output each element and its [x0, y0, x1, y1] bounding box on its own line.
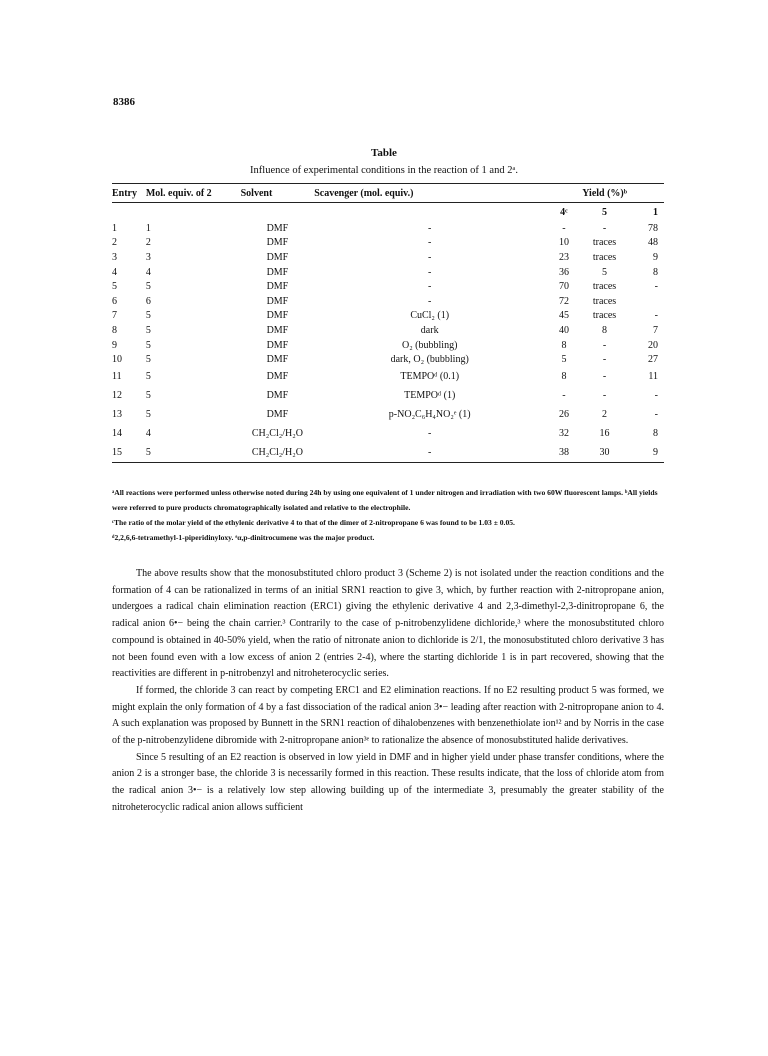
cell-yield-1: 9 — [653, 251, 658, 263]
cell-mol-equiv: 4 — [145, 266, 151, 278]
cell-mol-equiv: 2 — [145, 237, 151, 249]
cell-scavenger: dark, O₂ (bubbling) — [390, 354, 469, 366]
cell-yield-4: 26 — [558, 408, 569, 420]
table-row — [112, 309, 664, 324]
cell-solvent: DMF — [266, 251, 289, 263]
cell-entry: 12 — [112, 389, 122, 401]
header-scavenger: Scavenger (mol. equiv.) — [314, 184, 545, 203]
cell-yield-4: - — [562, 389, 566, 401]
cell-scavenger: - — [314, 443, 545, 463]
subheader-yield-4: 4ᶜ — [560, 206, 568, 218]
cell-yield-1: 7 — [653, 324, 658, 336]
table-caption: Influence of experimental conditions in the reaction of 1 and 2ᵃ. — [250, 165, 518, 176]
header-mol-equiv: Mol. equiv. of 2 — [146, 184, 241, 203]
cell-entry: 11 — [112, 370, 122, 382]
cell-yield-1 — [626, 294, 664, 309]
cell-yield-4: 10 — [558, 237, 569, 249]
cell-scavenger: - — [428, 295, 432, 307]
cell-yield-4: 32 — [558, 427, 569, 439]
table-row — [112, 443, 664, 463]
cell-mol-equiv: 6 — [145, 295, 151, 307]
cell-yield-4: 5 — [561, 354, 567, 366]
cell-yield-1: 48 — [648, 237, 658, 249]
body-text — [112, 566, 664, 817]
cell-mol-equiv: 5 — [145, 324, 151, 336]
cell-yield-5: traces — [592, 310, 617, 322]
cell-yield-1: 78 — [648, 222, 658, 234]
cell-yield-5: traces — [592, 251, 617, 263]
cell-solvent: CH₂Cl₂/H₂O — [241, 443, 315, 463]
cell-mol-equiv: 5 — [146, 443, 241, 463]
cell-scavenger: TEMPOᵈ (0.1) — [400, 370, 460, 382]
cell-solvent: DMF — [266, 324, 289, 336]
cell-solvent: DMF — [266, 408, 289, 420]
cell-yield-4: 8 — [561, 339, 567, 351]
table-row — [112, 386, 664, 405]
header-solvent: Solvent — [241, 184, 315, 203]
cell-yield-1: - — [654, 408, 658, 420]
cell-scavenger: - — [428, 251, 432, 263]
cell-yield-1: - — [654, 389, 658, 401]
table-row — [112, 294, 664, 309]
cell-solvent: CH₂Cl₂/H₂O — [251, 427, 303, 439]
cell-solvent: DMF — [266, 389, 289, 401]
header-entry: Entry — [112, 184, 146, 203]
cell-solvent: DMF — [266, 354, 289, 366]
cell-yield-5: traces — [592, 281, 617, 293]
cell-scavenger: - — [428, 266, 432, 278]
paragraph-2: If formed, the chloride 3 can react by competing ERC1 and E2 elimination reactions. If no E2 resulting product 5 was formed, we might explain the only formation of 4 by a fast dissociation of the radical anion 3•− leading after reaction with 2-nitropropane anion to 4. A such explanation was proposed by Bunnett in the SRN1 reaction of dihalobenzenes with benzenethiolate ion¹² and by Norris in the case of the p-nitrobenzylidene dibromide with 2-nitropropane anion³ᵉ to rationalize the absence of monosubstituted halide derivatives. — [112, 684, 664, 747]
cell-yield-5: 30 — [583, 443, 627, 463]
cell-yield-1: 8 — [653, 266, 658, 278]
cell-yield-4: 70 — [558, 281, 569, 293]
table-row — [112, 405, 664, 424]
table-row — [112, 424, 664, 443]
cell-scavenger: - — [428, 237, 432, 249]
cell-entry: 9 — [112, 339, 117, 351]
cell-entry: 15 — [112, 443, 146, 463]
cell-mol-equiv: 5 — [145, 281, 151, 293]
cell-mol-equiv: 5 — [145, 389, 151, 401]
cell-yield-5: - — [602, 370, 607, 382]
cell-yield-1: 11 — [648, 370, 658, 382]
cell-yield-4: 38 — [545, 443, 583, 463]
paragraph-1: The above results show that the monosubstituted chloro product 3 (Scheme 2) is not isolated under the reaction conditions and the formation of 4 can be rationalized in terms of an initial SRN1 reaction to give 3, which, by further reaction with 2-nitropropane anion, undergoes a radical chain elimination reaction (ERC1) giving the ethylenic derivative 4 and 2,3-dimethyl-2,3-dinitropropane 6, the radical anion 6•− being the chain carrier.³ Contrarily to the case of p-nitrobenzylidene dichloride,³ where the monosubstituted chloro compound is obtained in 40-50% yield, when the ratio of nitronate anion to dichloride is 2/1, the monosubstituted chloro derivative 3 has not been found even with a low excess of anion 2 (entries 2-4), where the starting dichloride 1 is in part recovered, showing that the reactivities are different in p-nitrobenzyl and nitroheterocyclic series. — [112, 568, 664, 680]
cell-entry: 4 — [112, 266, 117, 278]
cell-solvent: DMF — [266, 295, 289, 307]
footnote-a-b: ᵃAll reactions were performed unless otherwise noted during 24h by using one equivalent of 1 under nitrogen and irradiation with two 60W fluorescent lamps. ᵇAll yields were referred to pure products chromatographically isolated and relative to the electrophile. — [112, 488, 658, 512]
cell-scavenger: - — [428, 222, 432, 234]
cell-yield-1: - — [654, 281, 658, 293]
cell-solvent: DMF — [266, 370, 289, 382]
cell-solvent: DMF — [266, 237, 289, 249]
cell-entry: 8 — [112, 324, 117, 336]
cell-yield-5: - — [602, 222, 607, 234]
cell-scavenger: - — [428, 281, 432, 293]
cell-yield-5: - — [602, 339, 607, 351]
cell-yield-1: 9 — [626, 443, 664, 463]
table-footnotes — [112, 485, 664, 545]
table-row — [112, 323, 664, 338]
table-row — [112, 279, 664, 294]
cell-scavenger: O₂ (bubbling) — [401, 339, 458, 351]
cell-mol-equiv: 5 — [145, 339, 151, 351]
cell-mol-equiv: 4 — [145, 427, 151, 439]
cell-yield-5: 16 — [599, 427, 610, 439]
cell-yield-5: traces — [592, 237, 617, 249]
table-body — [112, 203, 664, 463]
cell-scavenger: TEMPOᵈ (1) — [404, 389, 456, 401]
cell-entry: 1 — [112, 222, 117, 234]
cell-scavenger: dark — [420, 324, 439, 336]
cell-yield-5: traces — [592, 295, 617, 307]
cell-yield-5: 2 — [602, 408, 608, 420]
cell-entry: 7 — [112, 310, 117, 322]
page-number: 8386 — [113, 96, 135, 108]
cell-yield-1: 20 — [648, 339, 658, 351]
cell-solvent: DMF — [266, 266, 289, 278]
footnote-d-e: ᵈ2,2,6,6-tetramethyl-1-piperidinyloxy. ᵉα,p-dinitrocumene was the major product. — [112, 533, 375, 542]
footnote-c: ᶜThe ratio of the molar yield of the ethylenic derivative 4 to that of the dimer of 2-nitropropane 6 was found to be 1.03 ± 0.05. — [112, 518, 515, 527]
cell-scavenger: p-NO₂C₆H₄NO₂ᵉ (1) — [388, 408, 471, 420]
header-yield: Yield (%)ᵇ — [545, 184, 664, 203]
cell-yield-5: - — [602, 354, 607, 366]
cell-yield-4: 8 — [561, 370, 567, 382]
cell-mol-equiv: 5 — [145, 408, 151, 420]
cell-yield-1: 27 — [648, 354, 658, 366]
cell-yield-4: 36 — [558, 266, 569, 278]
cell-entry: 10 — [112, 354, 122, 366]
cell-entry: 14 — [112, 427, 122, 439]
table-header-row — [112, 184, 664, 203]
subheader-yield-5: 5 — [602, 206, 608, 218]
subheader-yield-1: 1 — [653, 206, 658, 218]
cell-yield-5: 8 — [602, 324, 608, 336]
table-title: Table — [371, 147, 397, 159]
cell-solvent: DMF — [266, 281, 289, 293]
cell-scavenger: - — [428, 427, 432, 439]
paragraph-3: Since 5 resulting of an E2 reaction is observed in low yield in DMF and in higher yield under phase transfer conditions, where the anion 2 is a stronger base, the chloride 3 is necessarily formed in this reaction. These results indicate, that the loss of chloride atom from the radical anion 3•− is a relatively low step allowing building up of the intermediate 3, presumably the greater stability of the nitroheterocyclic radical anion allows sufficient — [112, 751, 664, 813]
cell-scavenger: CuCl₂ (1) — [410, 310, 450, 322]
yield-subheader-row — [112, 203, 664, 222]
table-row — [112, 250, 664, 265]
cell-mol-equiv: 5 — [145, 310, 151, 322]
table-row — [112, 338, 664, 353]
cell-entry: 3 — [112, 251, 117, 263]
results-table — [112, 183, 664, 463]
cell-entry: 6 — [112, 295, 117, 307]
cell-entry: 2 — [112, 237, 117, 249]
cell-mol-equiv: 3 — [145, 251, 151, 263]
cell-yield-5: - — [602, 389, 607, 401]
table-row — [112, 352, 664, 367]
cell-solvent: DMF — [266, 222, 289, 234]
cell-solvent: DMF — [266, 339, 289, 351]
cell-yield-1: - — [654, 310, 658, 322]
table-row — [112, 265, 664, 280]
table-row — [112, 221, 664, 236]
table-row — [112, 367, 664, 386]
cell-yield-4: 40 — [558, 324, 569, 336]
cell-mol-equiv: 5 — [145, 370, 151, 382]
cell-yield-4: 72 — [558, 295, 569, 307]
cell-yield-1: 8 — [653, 427, 658, 439]
cell-mol-equiv: 1 — [145, 222, 151, 234]
cell-yield-5: 5 — [602, 266, 608, 278]
cell-mol-equiv: 5 — [145, 354, 151, 366]
cell-yield-4: - — [562, 222, 566, 234]
cell-yield-4: 45 — [558, 310, 569, 322]
cell-yield-4: 23 — [558, 251, 569, 263]
cell-solvent: DMF — [266, 310, 289, 322]
table-row — [112, 236, 664, 251]
cell-entry: 5 — [112, 281, 117, 293]
cell-entry: 13 — [112, 408, 122, 420]
